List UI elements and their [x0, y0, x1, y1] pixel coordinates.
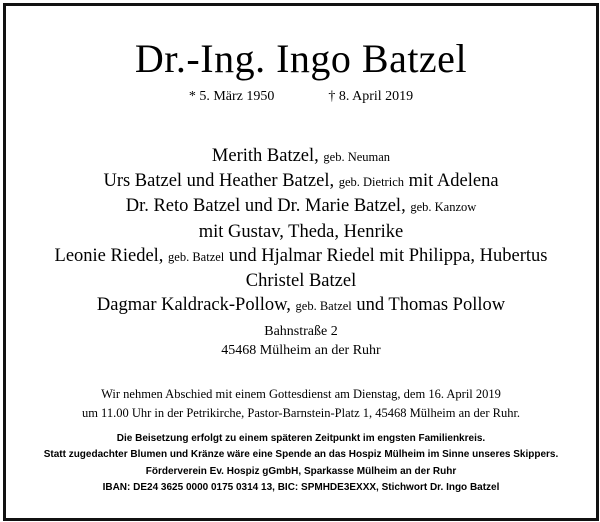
funeral-service-info — [6, 385, 596, 422]
maiden-name: geb. Batzel — [295, 299, 352, 314]
mourner-names: Dr. Reto Batzel und Dr. Marie Batzel, — [125, 196, 411, 217]
mourner-line — [6, 169, 596, 194]
maiden-name: geb. Kanzow — [410, 200, 477, 215]
address-street: Bahnstraße 2 — [264, 324, 338, 339]
maiden-name: geb. Neuman — [323, 150, 391, 164]
mourner-line — [6, 269, 596, 293]
donation-recipient: Förderverein Ev. Hospiz gGmbH, Sparkasse Mülheim an der Ruhr — [145, 465, 457, 477]
obituary-frame — [3, 3, 599, 521]
mourner-names: und Hjalmar Riedel mit Philippa, Hubertus — [224, 245, 548, 266]
maiden-name: geb. Batzel — [168, 249, 225, 264]
service-line: um 11.00 Uhr in der Petrikirche, Pastor-Barnstein-Platz 1, 45468 Mülheim an der Ruhr. — [81, 405, 521, 420]
mourner-names: Urs Batzel und Heather Batzel, — [103, 171, 339, 192]
mourners-list — [6, 144, 596, 318]
donation-request: Statt zugedachter Blumen und Kränze wäre eine Spende an das Hospiz Mülheim im Sinne unseres Skippers. — [43, 449, 559, 461]
mourner-line — [6, 194, 596, 219]
mourner-line — [6, 144, 596, 169]
birth-date: * 5. März 1950 — [188, 89, 275, 104]
bank-details: IBAN: DE24 3625 0000 0175 0314 13, BIC: SPMHDE3EXXX, Stichwort Dr. Ingo Batzel — [102, 481, 500, 493]
maiden-name: geb. Dietrich — [338, 175, 404, 190]
mourner-line — [6, 293, 596, 318]
death-date: † 8. April 2019 — [328, 89, 414, 104]
mourner-names: mit Adelena — [404, 171, 499, 192]
service-line: Wir nehmen Abschied mit einem Gottesdienst am Dienstag, dem 16. April 2019 — [101, 387, 501, 401]
deceased-name: Dr.-Ing. Ingo Batzel — [134, 36, 468, 81]
mourner-names: mit Gustav, Theda, Henrike — [198, 221, 404, 242]
mourner-names: Leonie Riedel, — [54, 245, 169, 266]
burial-note: Die Beisetzung erfolgt zu einem späteren Zeitpunkt im engsten Familienkreis. — [116, 433, 486, 444]
donation-notes — [6, 431, 596, 496]
mourner-names: Merith Batzel, — [211, 146, 324, 166]
address-city: 45468 Mülheim an der Ruhr — [221, 343, 381, 358]
life-dates — [6, 89, 596, 105]
mourner-line — [6, 220, 596, 244]
mourner-names: und Thomas Pollow — [351, 295, 506, 316]
mourner-names: Dagmar Kaldrack-Pollow, — [96, 295, 296, 316]
mourner-names: Christel Batzel — [245, 271, 357, 292]
family-address — [6, 322, 596, 360]
mourner-line — [6, 244, 596, 269]
